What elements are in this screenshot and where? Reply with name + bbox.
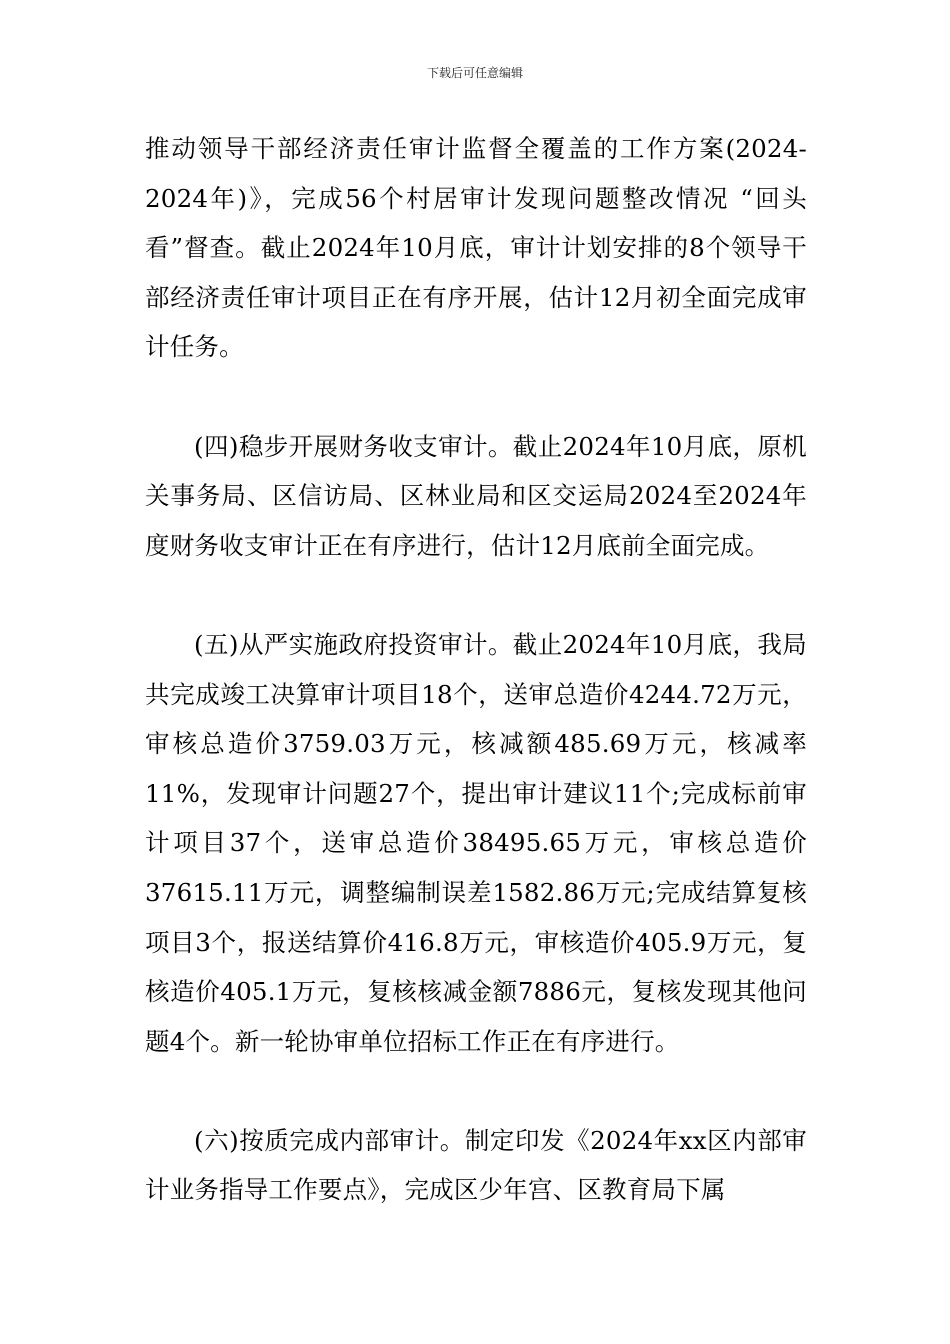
- paragraph-3: (五)从严实施政府投资审计。截止2024年10月底，我局共完成竣工决算审计项目18个，送审总造价4244.72万元，审核总造价3759.03万元，核减额485.69万元，核减率11%，发现审计问题27个，提出审计建议11个;完成标前审计项目37个，送审总造价38495.65万元，审核总造价37615.11万元，调整编制误差1582.86万元;完成结算复核项目3个，报送结算价416.8万元，审核造价405.9万元，复核造价405.1万元，复核核减金额7886元，复核发现其他问题4个。新一轮协审单位招标工作正在有序进行。: [145, 629, 807, 1056]
- paragraph-1: 推动领导干部经济责任审计监督全覆盖的工作方案(2024-2024年)》，完成56个村居审计发现问题整改情况 “回头看”督查。截止2024年10月底，审计计划安排的8个领导干部经济责任审计项目正在有序开展，估计12月初全面完成审计任务。: [145, 134, 807, 362]
- paragraph-4: (六)按质完成内部审计。制定印发《2024年xx区内部审计业务指导工作要点》，完成区少年宫、区教育局下属: [145, 1125, 807, 1205]
- paragraph-gap: [145, 570, 807, 620]
- paragraph-gap: [145, 372, 807, 422]
- page-header: 下载后可任意编辑: [426, 66, 523, 80]
- paragraph-gap: [145, 1066, 807, 1116]
- document-body: [145, 124, 807, 1215]
- paragraph-2: (四)稳步开展财务收支审计。截止2024年10月底，原机关事务局、区信访局、区林业局和区交运局2024至2024年度财务收支审计正在有序进行，估计12月底前全面完成。: [145, 431, 807, 560]
